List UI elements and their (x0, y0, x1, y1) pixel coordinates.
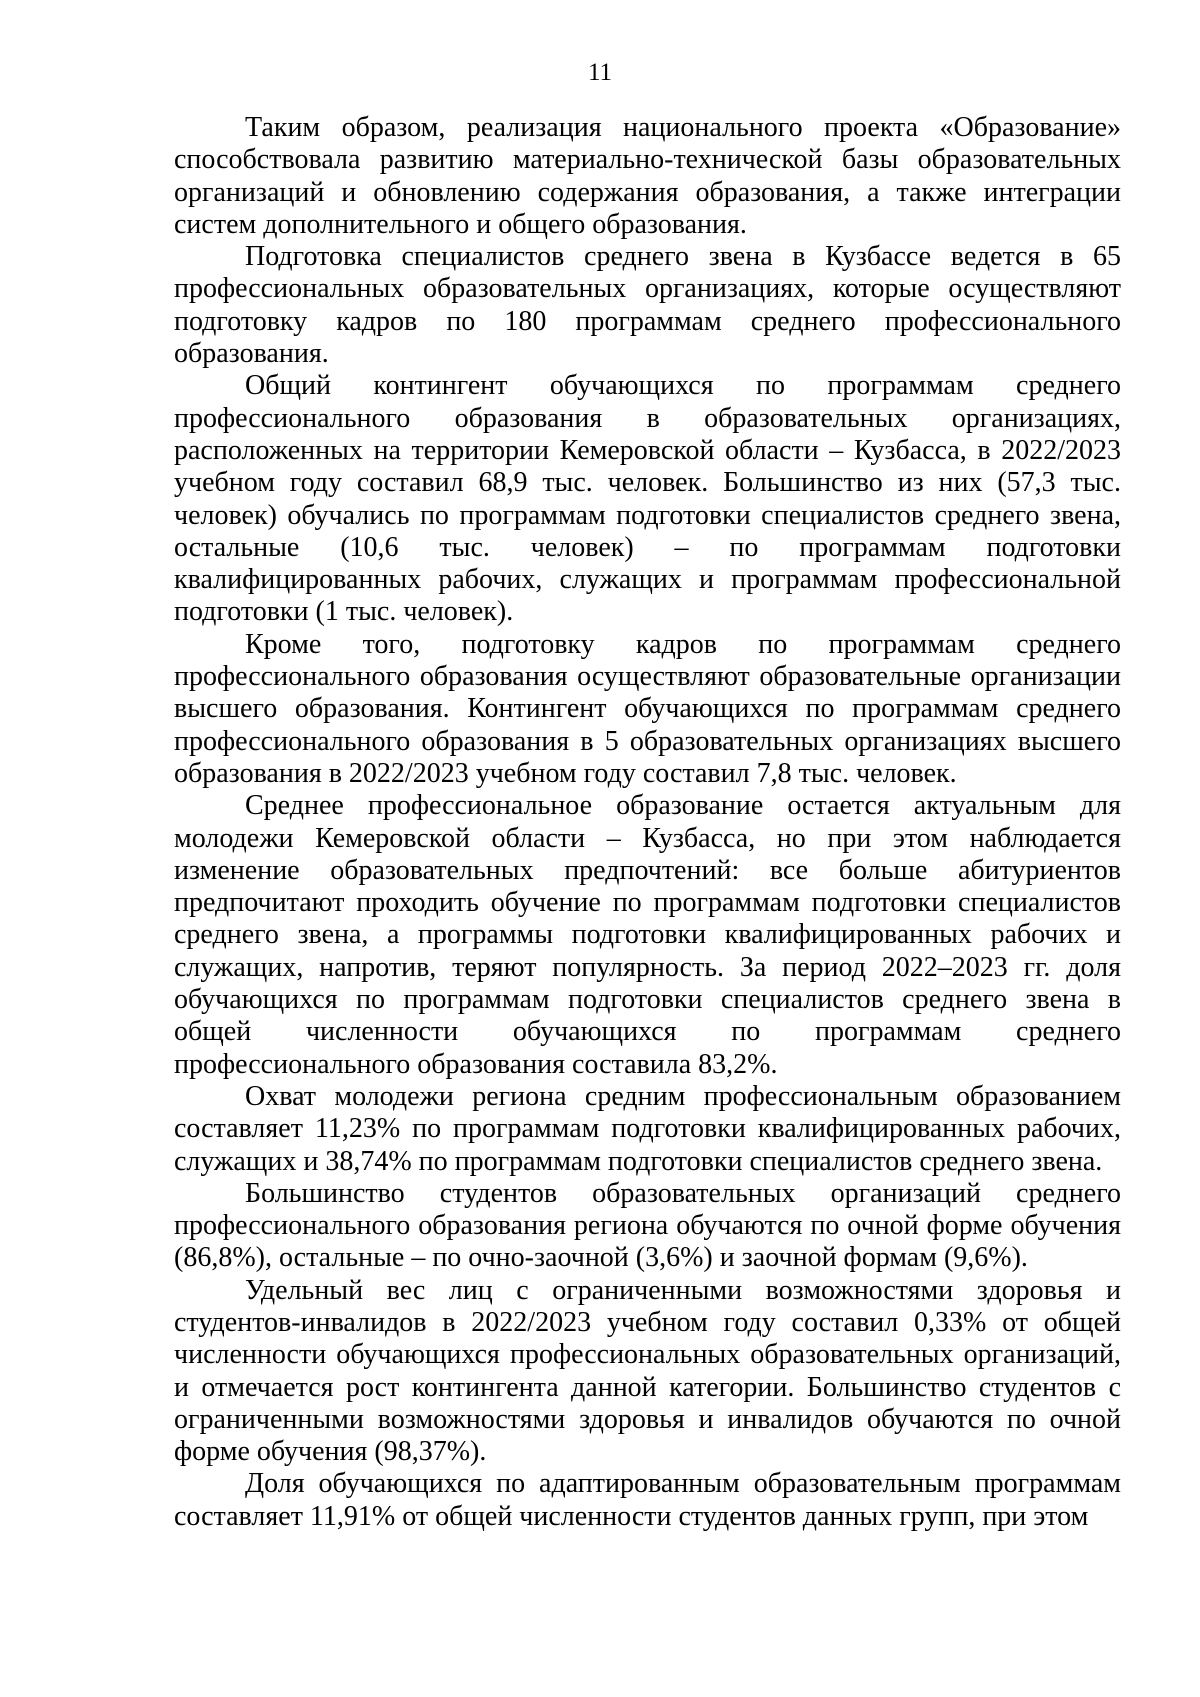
paragraph-7: Большинство студентов образовательных организаций среднего профессионального образования региона обучаются по очной форме обучения (86,8%), остальные – по очно-заочной (3,6%) и заочной формам (9,6%). (174, 1177, 1121, 1274)
paragraph-2: Подготовка специалистов среднего звена в Кузбассе ведется в 65 профессиональных образовательных организациях, которые осуществляют подготовку кадров по 180 программам среднего профессионального образования. (174, 241, 1121, 370)
paragraph-8: Удельный вес лиц с ограниченными возможностями здоровья и студентов-инвалидов в 2022/2023 учебном году составил 0,33% от общей численности обучающихся профессиональных образовательных организаций, и отмечается рост контингента данной категории. Большинство студентов с ограниченными возможностями здоровья и инвалидов обучаются по очной форме обучения (98,37%). (174, 1274, 1121, 1468)
paragraph-3: Общий контингент обучающихся по программам среднего профессионального образования в образовательных организациях, расположенных на территории Кемеровской области – Кузбасса, в 2022/2023 учебном году составил 68,9 тыс. человек. Большинство из них (57,3 тыс. человек) обучались по программам подготовки специалистов среднего звена, остальные (10,6 тыс. человек) – по программам подготовки квалифицированных рабочих, служащих и программам профессиональной подготовки (1 тыс. человек). (174, 370, 1121, 628)
body-text (174, 112, 1121, 1533)
paragraph-6: Охват молодежи региона средним профессиональным образованием составляет 11,23% по программам подготовки квалифицированных рабочих, служащих и 38,74% по программам подготовки специалистов среднего звена. (174, 1080, 1121, 1177)
paragraph-1: Таким образом, реализация национального проекта «Образование» способствовала развитию материально-технической базы образовательных организаций и обновлению содержания образования, а также интеграции систем дополнительного и общего образования. (174, 112, 1121, 240)
paragraph-4: Кроме того, подготовку кадров по программам среднего профессионального образования осуществляют образовательные организации высшего образования. Контингент обучающихся по программам среднего профессионального образования в 5 образовательных организациях высшего образования в 2022/2023 учебном году составил 7,8 тыс. человек. (174, 628, 1121, 789)
page-number: 11 (587, 59, 613, 86)
paragraph-5: Среднее профессиональное образование остается актуальным для молодежи Кемеровской области – Кузбасса, но при этом наблюдается изменение образовательных предпочтений: все больше абитуриентов предпочитают проходить обучение по программам подготовки специалистов среднего звена, а программы подготовки квалифицированных рабочих и служащих, напротив, теряют популярность. За период 2022–2023 гг. доля обучающихся по программам подготовки специалистов среднего звена в общей численности обучающихся по программам среднего профессионального образования составила 83,2%. (174, 790, 1121, 1080)
paragraph-9: Доля обучающихся по адаптированным образовательным программам составляет 11,91% от общей численности студентов данных групп, при этом (174, 1468, 1121, 1532)
